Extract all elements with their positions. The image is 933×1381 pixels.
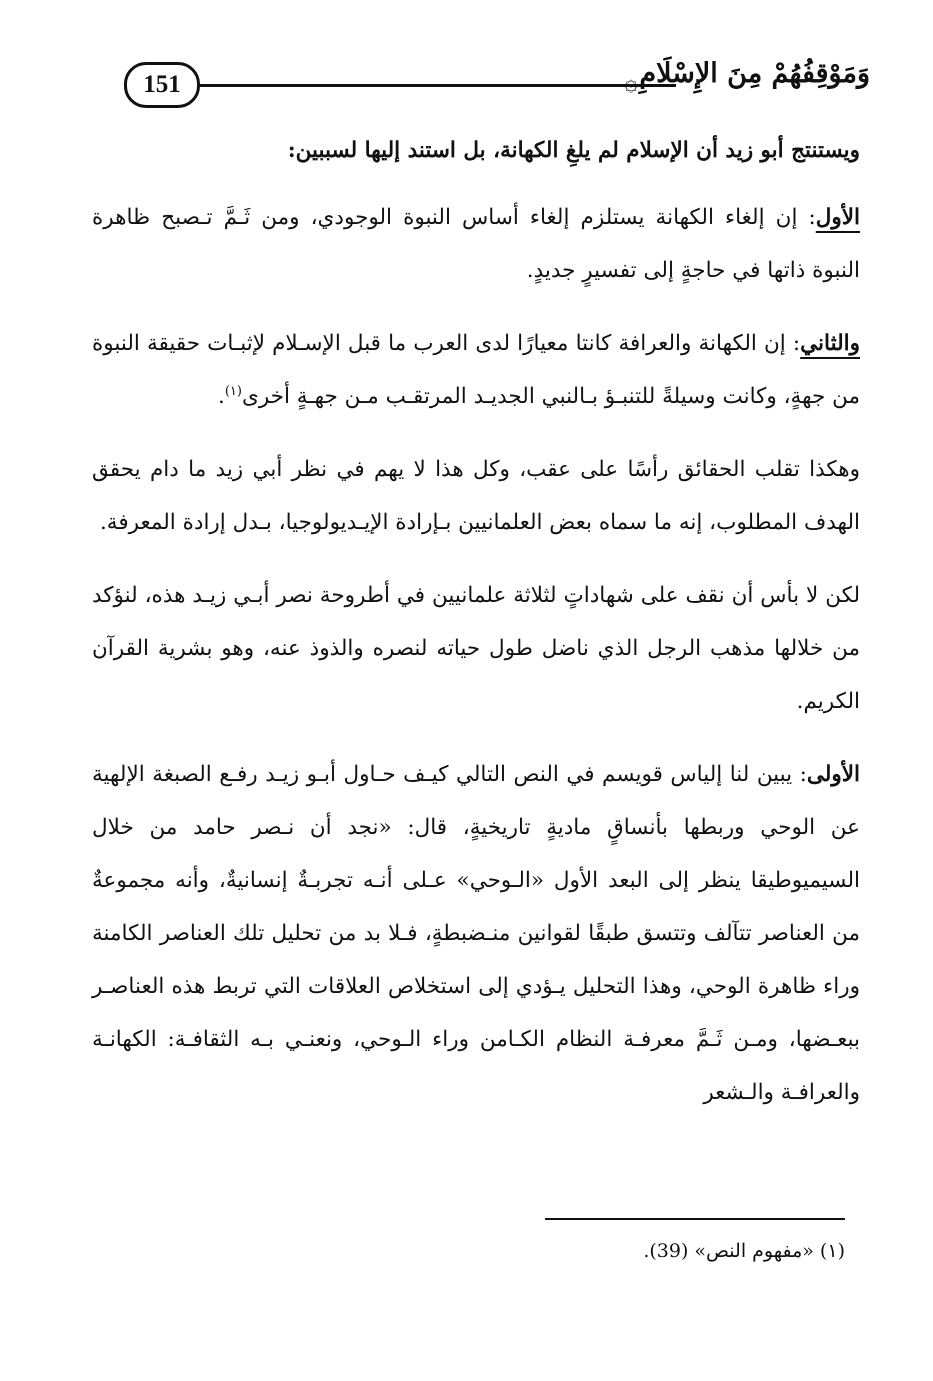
footnote-separator [545,1218,845,1220]
footnote: (١) «مفهوم النص» (39). [643,1240,845,1262]
second-reason-end: . [218,384,225,409]
conclusion-paragraph: وهكذا تقلب الحقائق رأسًا على عقب، وكل هذا لا يهم في نظر أبي زيد ما دام يحقق الهدف المطلوب، إنه ما سماه بعض العلمانيين بـإرادة الإيـديولوجيا، بـدل إرادة المعرفة. [92,457,860,535]
first-reason-lead: الأول [815,205,860,230]
running-title: وَمَوْقِفُهُمْ مِنَ الإِسْلَامِ [639,58,870,89]
ornament-icon: ۞ [624,68,639,96]
footnote-reference: (١) [224,383,242,399]
second-reason-lead: والثاني [800,331,860,356]
first-testimony-lead: الأولى [806,762,860,787]
first-testimony-paragraph [92,748,860,1119]
first-testimony-text: : يبين لنا إلياس قويسم في النص التالي كيـف حـاول أبـو زيـد رفـع الصبغة الإلهية عن الوحي وربطها بأنساقٍ ماديةٍ تاريخيةٍ، قال: «نجد أن نـصر حامد من خلال السيميوطيقا ينظر إلى البعد الأول «الـوحي» عـلى أنـه تجربـةٌ إنسانيةٌ، وأنه مجموعةٌ من العناصر تتآلف وتتسق طبقًا لقوانين منـضبطةٍ، فـلا بد من تحليل تلك العناصر الكامنة وراء ظاهرة الوحي، وهذا التحليل يـؤدي إلى استخلاص العلاقات التي تربط هذه العناصـر ببعـضها، ومـن ثَـمَّ معرفـة النظام الكـامن وراء الـوحي، ونعنـي بـه الثقافـة: الكهانـة والعرافـة والـشعر [92,762,860,1105]
first-reason-text: : إن إلغاء الكهانة يستلزم إلغاء أساس النبوة الوجودي، ومن ثَـمَّ تـصبح ظاهرة النبوة ذاتها في حاجةٍ إلى تفسيرٍ جديدٍ. [92,205,860,283]
running-header [118,56,878,112]
first-reason-paragraph [92,191,860,297]
main-text [92,124,860,1119]
intro-paragraph: ويستنتج أبو زيد أن الإسلام لم يلغِ الكهانة، بل استند إليها لسببين: [287,138,860,163]
testimonies-intro-paragraph: لكن لا بأس أن نقف على شهاداتٍ لثلاثة علمانيين في أطروحة نصر أبـي زيـد هذه، لنؤكد من خلالها مذهب الرجل الذي ناضل طول حياته لنصره والذوذ عنه، وهو بشرية القرآن الكريم. [92,583,860,714]
second-reason-paragraph [92,317,860,423]
second-reason-text: : إن الكهانة والعرافة كانتا معيارًا لدى العرب ما قبل الإسـلام لإثبـات حقيقة النبوة من جهةٍ، وكانت وسيلةً للتنبـؤ بـالنبي الجديـد المرتقـب مـن جهـةٍ أخرى [92,331,860,409]
header-rule [198,84,676,87]
page-number-badge: 151 [124,62,200,108]
